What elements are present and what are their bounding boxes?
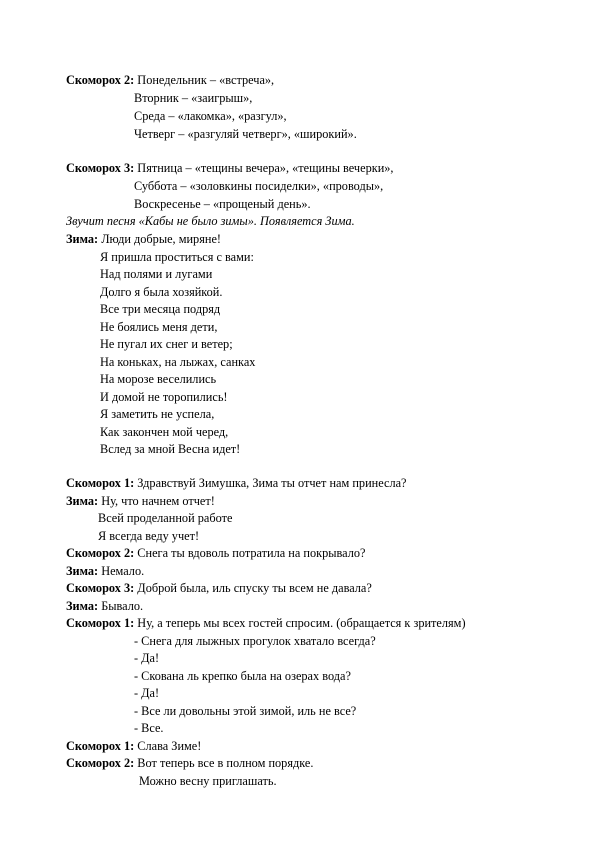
verse-line: Не пугал их снег и ветер; [100,337,233,351]
line-text: Вот теперь все в полном порядке. [134,756,314,770]
script-line [66,72,274,89]
line-text: Доброй была, иль спуску ты всем не давала? [134,581,372,595]
script-line [66,755,313,772]
verse-line: Всей проделанной работе [98,511,233,525]
script-line [66,475,407,492]
line-text: Снега ты вдоволь потратила на покрывало? [134,546,366,560]
script-line [66,545,365,562]
verse-line: Я заметить не успела, [100,407,215,421]
line-text: Здравствуй Зимушка, Зима ты отчет нам принесла? [134,476,407,490]
script-line: Можно весну приглашать. [139,774,277,788]
stage-direction: Звучит песня «Кабы не было зимы». Появляется Зима. [66,214,355,228]
script-line [66,563,144,580]
line-text: Бывало. [98,599,144,613]
speaker-label: Скоморох 3: [66,161,135,175]
script-line [66,493,215,510]
speaker-label: Зима: [66,564,99,578]
speaker-label: Скоморох 1: [66,739,135,753]
dialogue-line: - Снега для лыжных прогулок хватало всегда? [134,634,376,648]
speaker-label: Зима: [66,599,99,613]
verse-line: Долго я была хозяйкой. [100,285,223,299]
speaker-label: Скоморох 2: [66,546,135,560]
dialogue-line: - Все. [134,721,164,735]
speaker-label: Скоморох 2: [66,756,135,770]
speaker-label: Скоморох 1: [66,616,135,630]
line-text: Слава Зиме! [134,739,202,753]
speaker-label: Зима: [66,494,99,508]
verse-line: Вслед за мной Весна идет! [100,442,241,456]
script-line [66,231,221,248]
speaker-label: Скоморох 3: [66,581,135,595]
verse-line: Я всегда веду учет! [98,529,200,543]
verse-line: Не боялись меня дети, [100,320,218,334]
script-line [66,615,466,632]
verse-line: Как закончен мой черед, [100,425,229,439]
dialogue-line: - Все ли довольны этой зимой, иль не все? [134,704,357,718]
dialogue-line: - Да! [134,651,160,665]
script-line: Среда – «лакомка», «разгул», [134,109,287,123]
script-line: Вторник – «заигрыш», [134,91,253,105]
line-text: Ну, что начнем отчет! [98,494,215,508]
script-line: Суббота – «золовкины посиделки», «проводы», [134,179,384,193]
dialogue-line: - Скована ль крепко была на озерах вода? [134,669,351,683]
verse-line: Над полями и лугами [100,267,213,281]
line-text: Ну, а теперь мы всех гостей спросим. (обращается к зрителям) [134,616,466,630]
script-line: Воскресенье – «прощеный день». [134,197,311,211]
verse-line: На коньках, на лыжах, санках [100,355,256,369]
script-line [66,160,394,177]
line-text: Понедельник – «встреча», [134,73,275,87]
script-line [66,598,143,615]
script-line: Четверг – «разгуляй четверг», «широкий». [134,127,357,141]
verse-line: Все три месяца подряд [100,302,221,316]
speaker-label: Зима: [66,232,99,246]
dialogue-line: - Да! [134,686,160,700]
verse-line: На морозе веселились [100,372,217,386]
script-line [66,738,201,755]
speaker-label: Скоморох 1: [66,476,135,490]
line-text: Пятница – «тещины вечера», «тещины вечерки», [134,161,394,175]
verse-line: Я пришла проститься с вами: [100,250,254,264]
verse-line: И домой не торопились! [100,390,228,404]
line-text: Немало. [98,564,145,578]
speaker-label: Скоморох 2: [66,73,135,87]
script-line [66,580,372,597]
line-text: Люди добрые, миряне! [98,232,221,246]
